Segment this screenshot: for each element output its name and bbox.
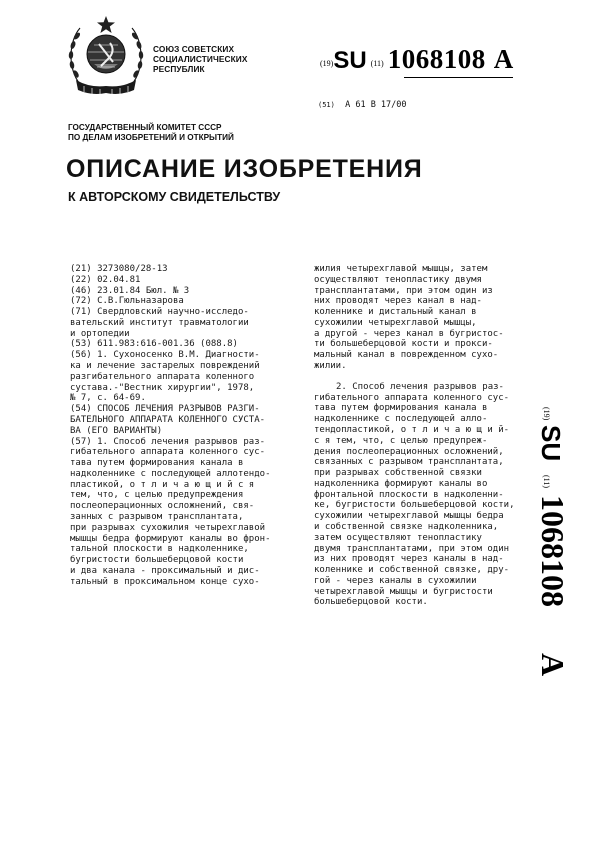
text-line: (56) 1. Сухоносенко В.М. Диагности- xyxy=(70,350,260,361)
text-line: (21) 3273080/28-13 xyxy=(70,264,168,274)
text-line: послеоперационных осложнений, свя- xyxy=(70,501,255,512)
text-line: пластикой, о т л и ч а ю щ и й с я xyxy=(70,479,255,490)
text-line: занных с разрывом трансплантата, xyxy=(70,511,244,522)
document-kind: A xyxy=(493,44,514,74)
text-line: (54) СПОСОБ ЛЕЧЕНИЯ РАЗРЫВОВ РАЗГИ- xyxy=(70,404,260,415)
text-line: (53) 611.983:616-001.36 (088.8) xyxy=(70,339,238,350)
side-patent-number xyxy=(530,401,584,701)
committee-line: ПО ДЕЛАМ ИЗОБРЕТЕНИЙ И ОТКРЫТИЙ xyxy=(68,133,234,142)
text-line: двумя трансплантатами, при этом один xyxy=(314,543,510,554)
text-line: гой - через каналы в сухожилии xyxy=(314,575,477,586)
text-line: и собственной связке надколенника, xyxy=(314,521,499,532)
country-code: SU xyxy=(333,47,367,74)
text-line: с я тем, что, с целью предупреж- xyxy=(314,435,488,446)
text-line: большеберцовой кости. xyxy=(314,597,428,608)
text-line: дения послеоперационных осложнений, xyxy=(314,446,504,457)
left-text-column xyxy=(70,264,298,587)
ipc-classification xyxy=(318,100,407,110)
text-line: (46) 23.01.84 Бюл. № 3 xyxy=(70,285,190,296)
text-line: тальный в проксимальном конце сухо- xyxy=(70,576,260,587)
text-line: связанных с разрывом трансплантата, xyxy=(314,457,504,468)
text-line: них проводят через канал в над- xyxy=(314,296,482,307)
text-line: и два канала - проксимальный и дис- xyxy=(70,565,260,576)
ipc-code: A 61 B 17/00 xyxy=(345,100,407,110)
text-line: БАТЕЛЬНОГО АППАРАТА КОЛЕННОГО СУСТА- xyxy=(70,414,266,425)
text-line: надколеннике с последующей аллотендо- xyxy=(70,468,271,479)
text-line: тава путем формирования канала в xyxy=(314,403,488,414)
text-line: сухожилии четырехглавой мышцы, xyxy=(314,317,477,328)
text-line: 2. Способ лечения разрывов раз- xyxy=(336,381,504,392)
text-line: тава путем формирования канала в xyxy=(70,458,244,469)
union-name-line: РЕСПУБЛИК xyxy=(153,64,205,74)
text-line: надколеннике с последующей алло- xyxy=(314,414,488,425)
text-line: коленнике и дистальный канал в xyxy=(314,307,477,318)
document-subtitle: К АВТОРСКОМУ СВИДЕТЕЛЬСТВУ xyxy=(68,190,281,204)
committee-line: ГОСУДАРСТВЕННЫЙ КОМИТЕТ СССР xyxy=(68,123,222,132)
state-committee xyxy=(68,123,234,143)
union-name xyxy=(153,44,247,74)
text-line: сустава.-"Вестник хирургии", 1978, xyxy=(70,382,255,393)
text-line: фронтальной плоскости в надколенни- xyxy=(314,489,504,500)
side-country-code: SU xyxy=(536,425,566,462)
text-line: тальной плоскости в надколеннике, xyxy=(70,544,249,555)
text-line: гибательного аппарата коленного сус- xyxy=(70,447,266,458)
patent-number: 1068108 xyxy=(387,44,486,74)
text-line: разгибательного аппарата коленного xyxy=(70,371,255,382)
text-line: осуществляют тенопластику двумя xyxy=(314,274,482,285)
text-line: при разрывах сухожилия четырехглавой xyxy=(70,522,266,533)
side-patent-number-text: 1068108 xyxy=(535,495,571,607)
text-line: ти большеберцовой кости и прокси- xyxy=(314,339,493,350)
text-line: ка и лечение застарелых повреждений xyxy=(70,361,260,372)
text-line: из них проводят через каналы в над- xyxy=(314,554,504,565)
text-line: ВА (ЕГО ВАРИАНТЫ) xyxy=(70,425,163,436)
side-document-kind: A xyxy=(535,653,571,677)
text-line: затем осуществляют тенопластику xyxy=(314,532,482,543)
text-line: (72) С.В.Гюльназарова xyxy=(70,296,184,307)
ussr-emblem-icon xyxy=(66,14,146,98)
union-name-line: СОЮЗ СОВЕТСКИХ xyxy=(153,44,235,54)
text-line: надколенника формируют каналы во xyxy=(314,478,488,489)
text-line: бугристости большеберцовой кости xyxy=(70,555,244,566)
text-line: при разрывах собственной связки xyxy=(314,468,482,479)
text-line: ке, бугристости большеберцовой кости, xyxy=(314,500,515,511)
text-line: гибательного аппарата коленного сус- xyxy=(314,392,510,403)
text-line: тендопластикой, о т л и ч а ю щ и й- xyxy=(314,424,510,435)
text-line: (22) 02.04.81 xyxy=(70,274,141,285)
text-line: тем, что, с целью предупреждения xyxy=(70,490,244,501)
text-line: жилия четырехглавой мышцы, затем xyxy=(314,264,488,274)
field-code-11: (11) xyxy=(370,59,384,68)
text-line: и ортопедии xyxy=(70,328,130,339)
text-line: (71) Свердловский научно-исследо- xyxy=(70,307,249,318)
patent-number-block xyxy=(320,44,513,75)
text-line: трансплантатами, при этом один из xyxy=(314,285,493,296)
document-title: ОПИСАНИЕ ИЗОБРЕТЕНИЯ xyxy=(66,155,423,183)
text-line: № 7, с. 64-69. xyxy=(70,393,146,404)
text-line: (57) 1. Способ лечения разрывов раз- xyxy=(70,436,266,447)
text-line: а другой - через канал в бугристос- xyxy=(314,328,504,339)
text-line: вательский институт травматологии xyxy=(70,317,249,328)
number-underline xyxy=(404,77,513,78)
text-line: жилии. xyxy=(314,361,347,372)
text-line: мальный канал в поврежденном сухо- xyxy=(314,350,499,361)
text-line: четырехглавой мышцы и бугристости xyxy=(314,586,493,597)
union-name-line: СОЦИАЛИСТИЧЕСКИХ xyxy=(153,54,248,64)
field-code-19: (19) xyxy=(320,59,334,68)
text-line: мышцы бедра формируют каналы во фрон- xyxy=(70,533,271,544)
field-code-51: (51) xyxy=(318,101,335,109)
text-line: коленнике и собственной связке, дру- xyxy=(314,565,510,576)
text-line: сухожилии четырехглавой мышцы бедра xyxy=(314,511,504,522)
right-text-column xyxy=(314,264,542,608)
side-code-11: (11) xyxy=(542,475,551,489)
side-code-19: (19) xyxy=(542,407,551,421)
